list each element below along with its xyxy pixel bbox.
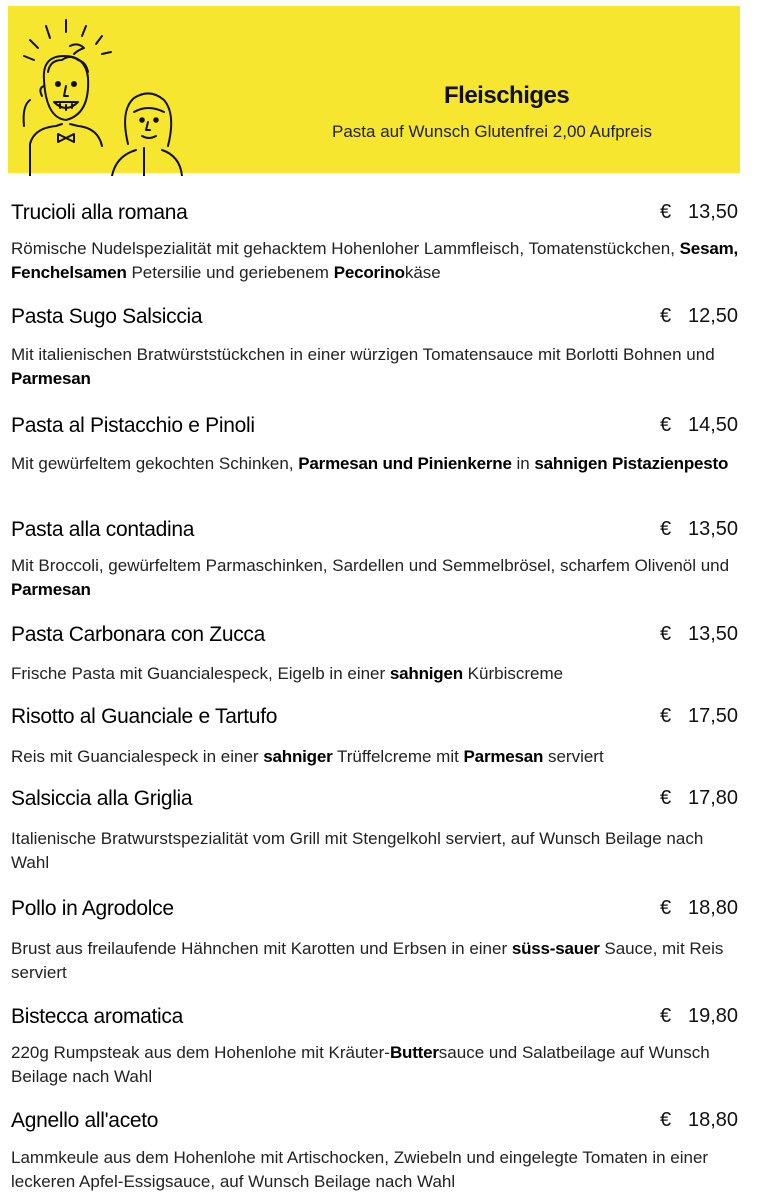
item-description [11, 1146, 746, 1194]
description-text: serviert [543, 747, 604, 766]
price-value: 14,50 [688, 414, 739, 436]
item-price [660, 787, 738, 810]
currency-symbol: € [660, 623, 672, 645]
price-value: 12,50 [688, 305, 739, 327]
item-description [11, 1041, 746, 1089]
currency-symbol: € [660, 1109, 672, 1131]
item-name: Salsiccia alla Griglia [11, 787, 193, 810]
description-highlight: Parmesan [11, 580, 91, 599]
description-text: Frische Pasta mit Guancialespeck, Eigelb in einer [11, 664, 390, 683]
description-text: Brust aus freilaufende Hähnchen mit Karotten und Erbsen in einer [11, 939, 512, 958]
item-description [11, 937, 746, 985]
item-price [660, 1005, 738, 1028]
item-description [11, 237, 746, 285]
currency-symbol: € [660, 787, 672, 809]
description-text: käse [404, 263, 441, 282]
currency-symbol: € [660, 897, 672, 919]
description-text: Mit italienischen Bratwürststückchen in einer würzigen Tomatensauce mit Borlotti Bohnen und [11, 345, 715, 364]
description-text: Kürbiscreme [462, 664, 564, 683]
price-value: 13,50 [688, 201, 739, 223]
currency-symbol: € [660, 518, 672, 540]
description-highlight: Butter [389, 1043, 439, 1062]
description-highlight: Pecorino [333, 263, 405, 282]
price-value: 17,80 [688, 787, 739, 809]
currency-symbol: € [660, 305, 672, 327]
description-text: Mit gewürfeltem gekochten Schinken, [11, 454, 299, 473]
item-price [660, 705, 738, 728]
item-name: Agnello all'aceto [11, 1109, 159, 1132]
item-name: Pasta Carbonara con Zucca [11, 623, 265, 646]
item-description [11, 745, 746, 769]
price-value: 13,50 [688, 518, 739, 540]
item-name: Pasta al Pistacchio e Pinoli [11, 414, 255, 437]
item-description [11, 662, 746, 686]
price-value: 18,80 [688, 1109, 739, 1131]
description-highlight: Parmesan und Pinienkerne [298, 454, 512, 473]
item-description [11, 554, 746, 602]
item-name: Pasta alla contadina [11, 518, 195, 541]
currency-symbol: € [660, 705, 672, 727]
description-highlight: sahniger [263, 747, 333, 766]
item-price [660, 518, 738, 541]
description-text: Petersilie und geriebenem [126, 263, 334, 282]
description-text: Lammkeule aus dem Hohenlohe mit Artischocken, Zwiebeln und eingelegte Tomaten in einer leckeren Apfel-Essigsauce, auf Wunsch Beilage nach Wahl [11, 1148, 709, 1191]
description-text: Trüffelcreme mit [332, 747, 464, 766]
price-value: 13,50 [688, 623, 739, 645]
item-description [11, 827, 746, 875]
price-value: 18,80 [688, 897, 739, 919]
description-text: Reis mit Guancialespeck in einer [11, 747, 264, 766]
description-text: in [511, 454, 535, 473]
currency-symbol: € [660, 1005, 672, 1027]
item-price [660, 414, 738, 437]
description-text: Italienische Bratwurstspezialität vom Grill mit Stengelkohl serviert, auf Wunsch Beilage nach Wahl [11, 829, 704, 872]
description-text: Sauce, mit Reis serviert [11, 939, 724, 982]
item-description [11, 452, 746, 476]
currency-symbol: € [660, 414, 672, 436]
description-highlight: süss-sauer [511, 939, 600, 958]
item-name: Pollo in Agrodolce [11, 897, 174, 920]
description-highlight: sahnigen [389, 664, 463, 683]
description-highlight: Parmesan [11, 369, 91, 388]
header-banner [8, 6, 740, 173]
price-value: 17,50 [688, 705, 739, 727]
description-text: Mit Broccoli, gewürfeltem Parmaschinken, Sardellen und Semmelbrösel, scharfem Olivenöl und [11, 556, 730, 575]
item-description [11, 343, 746, 391]
item-name: Risotto al Guanciale e Tartufo [11, 705, 278, 728]
item-name: Bistecca aromatica [11, 1005, 184, 1028]
item-name: Pasta Sugo Salsiccia [11, 305, 203, 328]
item-price [660, 623, 738, 646]
section-title: Fleischiges [444, 82, 570, 109]
description-text: 220g Rumpsteak aus dem Hohenlohe mit Kräuter- [11, 1043, 390, 1062]
price-value: 19,80 [688, 1005, 739, 1027]
chef-couple-illustration [16, 16, 186, 176]
description-highlight: Sesam, Fenchelsamen [11, 239, 739, 282]
description-text: Römische Nudelspezialität mit gehacktem Hohenloher Lammfleisch, Tomatenstückchen, [11, 239, 680, 258]
item-name: Trucioli alla romana [11, 201, 188, 224]
currency-symbol: € [660, 201, 672, 223]
item-price [660, 1109, 738, 1132]
description-highlight: Parmesan [463, 747, 544, 766]
item-price [660, 305, 738, 328]
section-subtitle: Pasta auf Wunsch Glutenfrei 2,00 Aufpreis [332, 122, 653, 141]
description-highlight: sahnigen Pistazienpesto [534, 454, 729, 473]
item-price [660, 201, 738, 224]
description-text: sauce und Salatbeilage auf Wunsch Beilage nach Wahl [11, 1043, 710, 1086]
item-price [660, 897, 738, 920]
